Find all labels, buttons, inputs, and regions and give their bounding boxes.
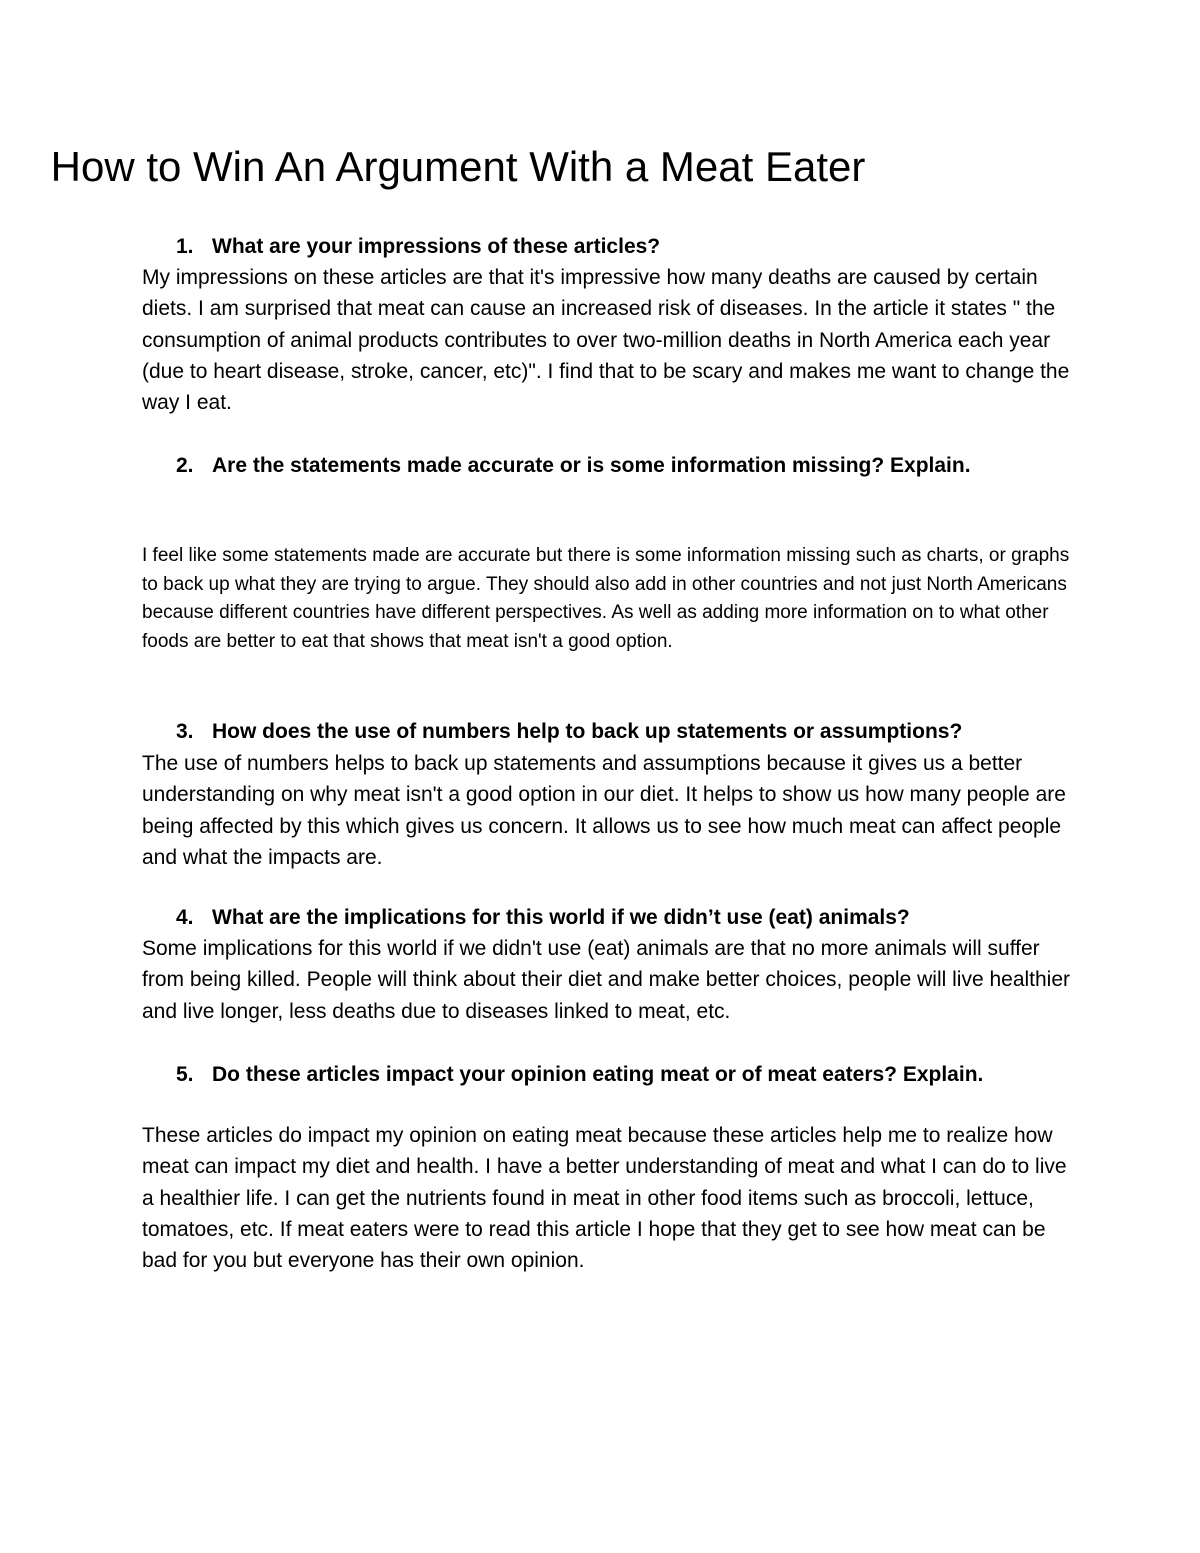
answer-paragraph: I feel like some statements made are accurate but there is some information missing such as charts, or graphs to back up what they are trying to argue. They should also add in other countries and not just North Americans because different countries have different perspectives. As well as adding more information on to what other foods are better to eat that shows that meat isn't a good option.	[142, 545, 1070, 653]
question-number: 4.	[176, 906, 194, 929]
question-heading	[176, 450, 1056, 481]
answer-paragraph: My impressions on these articles are that it's impressive how many deaths are caused by certain diets. I am surprised that meat can cause an increased risk of diseases. In the article it states " the consumption of animal products contributes to over two-million deaths in North America each year (due to heart disease, stroke, cancer, etc)". I find that to be scary and makes me want to change the way I eat.	[142, 266, 1070, 415]
question-number: 2.	[176, 454, 194, 477]
question-heading	[176, 231, 1056, 262]
question-number: 1.	[176, 235, 194, 258]
question-text: Do these articles impact your opinion eating meat or of meat eaters? Explain.	[212, 1063, 984, 1086]
question-heading	[176, 902, 1056, 933]
question-heading	[176, 1059, 1056, 1090]
question-number: 5.	[176, 1063, 194, 1086]
question-heading	[176, 716, 1056, 747]
answer-paragraph: These articles do impact my opinion on eating meat because these articles help me to realize how meat can impact my diet and health. I have a better understanding of meat and what I can do to live a healthier life. I can get the nutrients found in meat in other food items such as broccoli, lettuce, tomatoes, etc. If meat eaters were to read this article I hope that they get to see how meat can be bad for you but everyone has their own opinion.	[142, 1124, 1067, 1273]
document-title: How to Win An Argument With a Meat Eater	[50, 143, 866, 190]
answer-paragraph: Some implications for this world if we didn't use (eat) animals are that no more animals will suffer from being killed. People will think about their diet and make better choices, people will live healthier and live longer, less deaths due to diseases linked to meat, etc.	[142, 937, 1071, 1023]
answer-paragraph: The use of numbers helps to back up statements and assumptions because it gives us a better understanding on why meat isn't a good option in our diet. It helps to show us how many people are being affected by this which gives us concern. It allows us to see how much meat can affect people and what the impacts are.	[142, 752, 1066, 869]
question-text: What are your impressions of these articles?	[212, 235, 661, 258]
question-text: How does the use of numbers help to back up statements or assumptions?	[212, 720, 963, 743]
question-text: Are the statements made accurate or is some information missing? Explain.	[212, 454, 971, 477]
question-text: What are the implications for this world if we didn’t use (eat) animals?	[212, 906, 910, 929]
question-number: 3.	[176, 720, 194, 743]
